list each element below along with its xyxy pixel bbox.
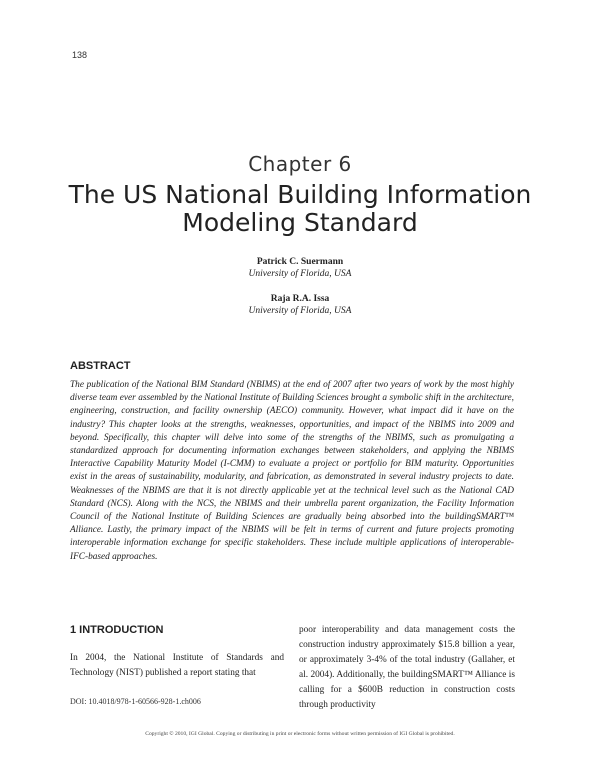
page-number: 138	[72, 50, 88, 60]
doi-text: DOI: 10.4018/978-1-60566-928-1.ch006	[70, 697, 201, 706]
introduction-right-column: poor interoperability and data management costs the construction industry approximately $15.8 billion a year, or approximately 3-4% of the total industry (Gallaher, et al. 2004). Additionally, the buildingSMART™ Alliance is calling for a $600B reduction in construction costs through productivity	[299, 625, 515, 710]
author-affiliation: University of Florida, USA	[248, 306, 352, 316]
copyright-footer: Copyright © 2010, IGI Global. Copying or distributing in print or electronic forms without written permission of IGI Global is prohibited.	[145, 731, 455, 737]
author-affiliation: University of Florida, USA	[248, 269, 352, 279]
abstract-text: The publication of the National BIM Standard (NBIMS) at the end of 2007 after two years of work by the most highly diverse team ever assembled by the National Institute of Building Sciences brought a symbolic shift in the architecture, engineering, construction, and facility ownership (AECO) community. However, what impact did it have on the industry? This chapter looks at the strengths, weaknesses, opportunities, and impact of the NBIMS into 2009 and beyond. Specifically, this chapter will delve into some of the strengths of the NBIMS, such as promulgating a standardized approach for documenting information exchanges between stakeholders, and applying the NBIMS Interactive Capability Maturity Model (I-CMM) to evaluate a project or portfolio for BIM maturity. Opportunities exist in the areas of sustainability, modularity, and fabrication, as demonstrated in several industry projects to date. Weaknesses of the NBIMS are that it is not directly applicable yet at the technical level such as the National CAD Standard (NCS). Along with the NCS, the NBIMS and their umbrella parent organization, the Facility Information Council of the National Institute of Building Sciences are gradually being absorbed into the buildingSMART™ Alliance. Lastly, the primary impact of the NBIMS will be felt in terms of current and future projects promoting interoperable information exchange for specific stakeholders. These include multiple applications of interoperable-IFC-based approaches.	[70, 380, 514, 562]
author-block	[0, 293, 600, 317]
chapter-label: Chapter 6	[248, 152, 352, 176]
author-name: Raja R.A. Issa	[270, 294, 330, 304]
chapter-title: The US National Building Information Modeling Standard	[68, 180, 532, 237]
introduction-heading: 1 INTRODUCTION	[70, 624, 164, 636]
author-block	[0, 256, 600, 280]
author-name: Patrick C. Suermann	[256, 257, 344, 267]
abstract-heading: ABSTRACT	[70, 360, 131, 372]
introduction-left-column: In 2004, the National Institute of Standards and Technology (NIST) published a report stating that	[70, 653, 284, 678]
